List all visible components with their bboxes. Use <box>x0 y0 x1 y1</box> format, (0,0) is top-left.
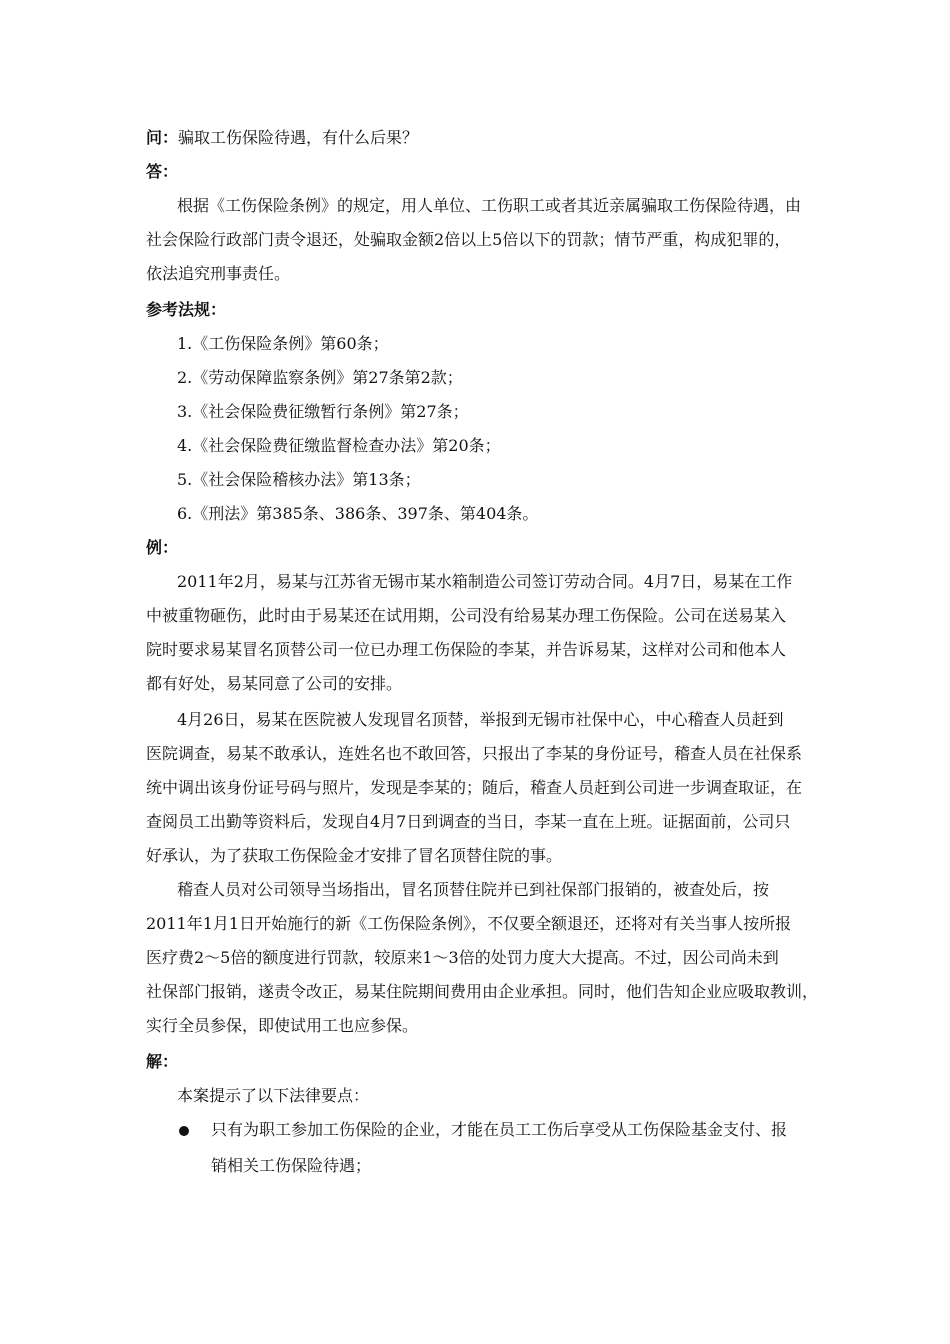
bullet-line: 只有为职工参加工伤保险的企业，才能在员工工伤后享受从工伤保险基金支付、报 <box>211 1120 788 1139</box>
answer-label: 答： <box>146 162 179 181</box>
example-line: 统中调出该身份证号码与照片，发现是李某的；随后，稽查人员赶到公司进一步调查取证，在 <box>146 778 803 797</box>
reference-item: 4.《社会保险费征缴监督检查办法》第20条； <box>177 436 501 455</box>
reference-item: 1.《工伤保险条例》第60条； <box>177 334 389 353</box>
answer-line: 根据《工伤保险条例》的规定，用人单位、工伤职工或者其近亲属骗取工伤保险待遇，由 <box>177 196 802 215</box>
example-line: 实行全员参保，即使试用工也应参保。 <box>146 1016 419 1035</box>
example-line: 中被重物砸伤，此时由于易某还在试用期，公司没有给易某办理工伤保险。公司在送易某入 <box>146 606 787 625</box>
explanation-intro: 本案提示了以下法律要点： <box>177 1086 370 1105</box>
reference-item: 2.《劳动保障监察条例》第27条第2款； <box>177 368 463 387</box>
question-text: 骗取工伤保险待遇，有什么后果？ <box>178 128 419 147</box>
bullet-line: 销相关工伤保险待遇； <box>211 1156 372 1175</box>
bullet-icon <box>179 1126 189 1136</box>
example-line: 好承认，为了获取工伤保险金才安排了冒名顶替住院的事。 <box>146 846 563 865</box>
reference-item: 6.《刑法》第385条、386条、397条、第404条。 <box>177 504 539 523</box>
example-label: 例： <box>146 538 179 557</box>
references-label: 参考法规： <box>146 300 227 319</box>
reference-item: 5.《社会保险稽核办法》第13条； <box>177 470 421 489</box>
example-line: 2011年1月1日开始施行的新《工伤保险条例》，不仅要全额退还，还将对有关当事人按所报 <box>146 914 792 933</box>
example-line: 查阅员工出勤等资料后，发现自4月7日到调查的当日，李某一直在上班。证据面前，公司只 <box>146 812 791 831</box>
reference-item: 3.《社会保险费征缴暂行条例》第27条； <box>177 402 469 421</box>
example-line: 医疗费2～5倍的额度进行罚款，较原来1～3倍的处罚力度大大提高。不过，因公司尚未到 <box>146 948 779 967</box>
explanation-label: 解： <box>146 1052 179 1071</box>
answer-line: 社会保险行政部门责令退还，处骗取金额2倍以上5倍以下的罚款；情节严重，构成犯罪的， <box>146 230 791 249</box>
example-line: 院时要求易某冒名顶替公司一位已办理工伤保险的李某，并告诉易某，这样对公司和他本人 <box>146 640 787 659</box>
question-label: 问： <box>146 128 179 147</box>
example-line: 社保部门报销，遂责令改正，易某住院期间费用由企业承担。同时，他们告知企业应吸取教训， <box>146 982 819 1001</box>
answer-line: 依法追究刑事责任。 <box>146 264 291 283</box>
example-line: 2011年2月，易某与江苏省无锡市某水箱制造公司签订劳动合同。4月7日，易某在工作 <box>177 572 793 591</box>
example-line: 都有好处，易某同意了公司的安排。 <box>146 674 403 693</box>
example-line: 医院调查，易某不敢承认，连姓名也不敢回答，只报出了李某的身份证号，稽查人员在社保系 <box>146 744 803 763</box>
example-line: 4月26日，易某在医院被人发现冒名顶替，举报到无锡市社保中心，中心稽查人员赶到 <box>177 710 784 729</box>
question-line <box>146 128 814 148</box>
example-line: 稽查人员对公司领导当场指出，冒名顶替住院并已到社保部门报销的，被查处后，按 <box>177 880 770 899</box>
